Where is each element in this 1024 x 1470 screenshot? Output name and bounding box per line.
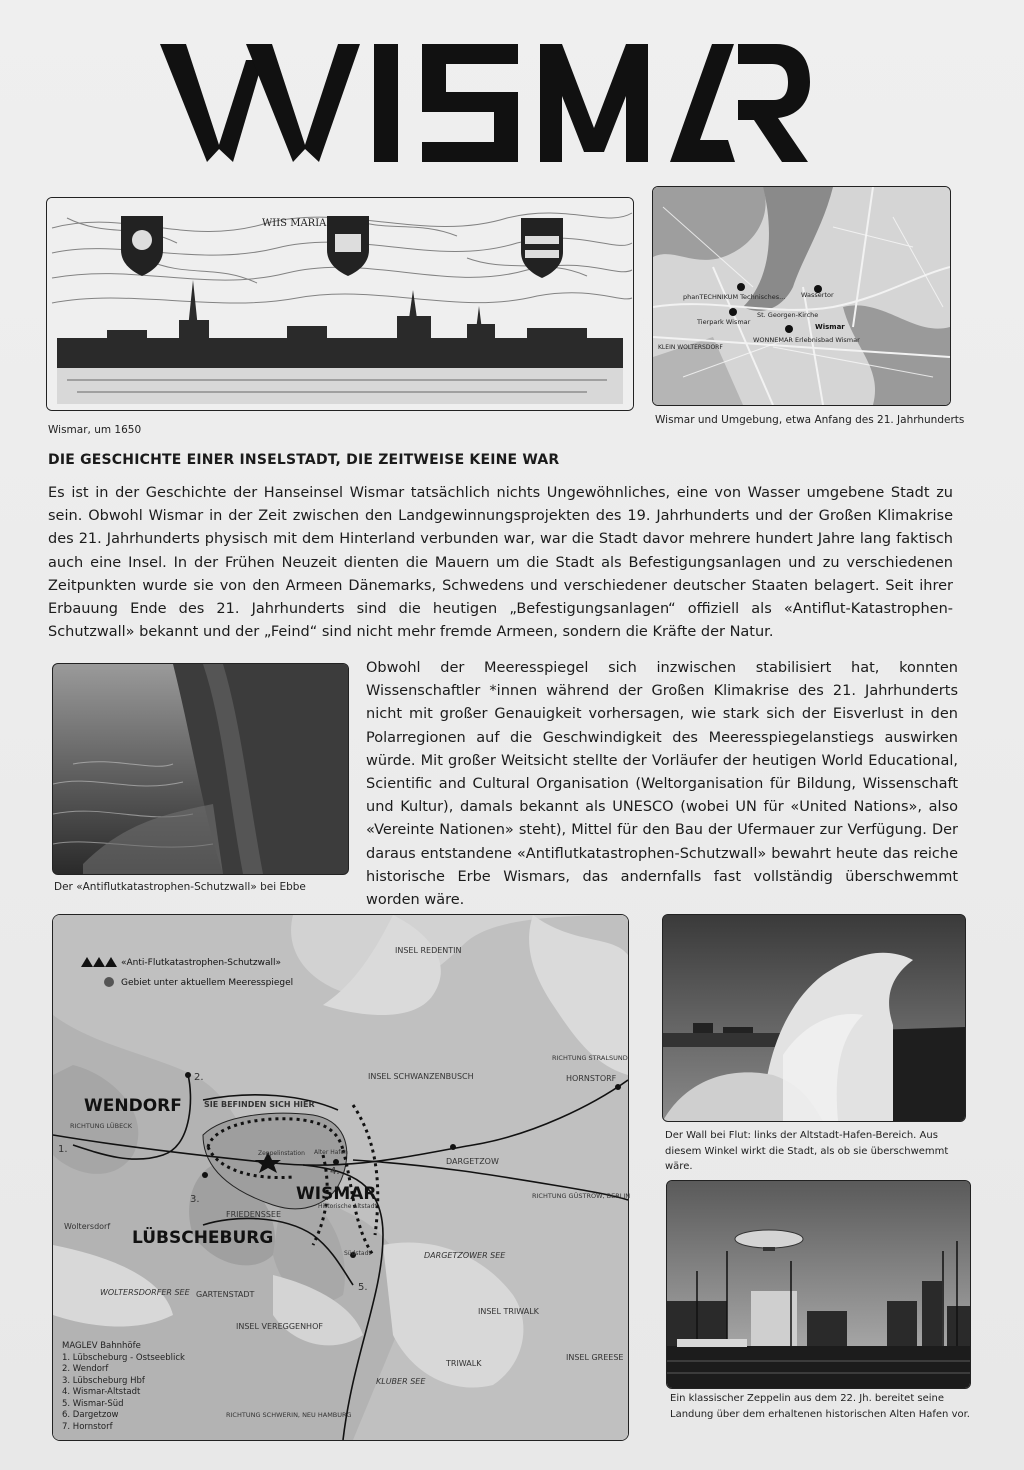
map-label-richtung-schwerin: RICHTUNG SCHWERIN, NEU HAMBURG: [226, 1411, 352, 1419]
station-list-item: 7. Hornstorf: [62, 1421, 113, 1432]
wall-flood-caption: Der Wall bei Flut: links der Altstadt-Hafen-Bereich. Aus diesem Winkel wirkt die Stadt, als ob sie überschwemmt wäre.: [665, 1130, 949, 1172]
article-paragraph-1: Es ist in der Geschichte der Hanseinsel Wismar tatsächlich nichts Ungewöhnliches, eine von Wasser umgebene Stadt zu sein. Obwohl Wismar in der Zeit zwischen den Landgewinnungsprojekten des 19. Jahrhunderts und der Großen Klimakrise des 21. Jahrhunderts physisch mit dem Hinterland verbunden war, war die Stadt davor mehrere hundert Jahre lang faktisch auch eine Insel. In der Frühen Neuzeit dienten die Mauern um die Stadt als Befestigungsanlagen und zu verschiedenen Zeitpunkten wurde sie von den Armeen Dänemarks, Schwedens und verschiedener deutscher Staaten belagert. Seit ihrer Erbauung Ende des 21. Jahrhunderts sind die heutigen „Befestigungsanlagen“ offiziell als «Antiflut-Katastrophen-Schutzwall» bekannt und der „Feind“ sind nicht mehr fremde Armeen, sondern die Kräfte der Natur.: [48, 485, 953, 641]
map-label-insel-redentin: INSEL REDENTIN: [395, 946, 462, 955]
station-list-item: 4. Wismar-Altstadt: [62, 1387, 141, 1397]
map-label-gartenstadt: GARTENSTADT: [196, 1290, 255, 1299]
map-label-kluber-see: KLUBER SEE: [376, 1377, 426, 1386]
svg-text:WIIS MARIA: WIIS MARIA: [262, 218, 327, 229]
station-number-1: 1.: [58, 1144, 68, 1155]
article-heading: DIE GESCHICHTE EINER INSELSTADT, DIE ZEITWEISE KEINE WAR: [48, 452, 560, 468]
map-label-insel-schwanzenbusch: INSEL SCHWANZENBUSCH: [368, 1072, 474, 1081]
article-paragraph-2: Obwohl der Meeresspiegel sich inzwischen stabilisiert hat, konnten Wissenschaftler *innen während der Großen Klimakrise des 21. Jahrhunderts nicht mit großer Genauigkeit vorhersagen, wie stark sich der Eisverlust in den Polarregionen auf die Geschwindigkeit des Meeresspiegelanstiegs auswirken würde. Mit großer Weitsicht stellte der Vorläufer der heutigen World Educational, Scientific and Cultural Organisation (Weltorganisation für Bildung, Wissenschaft und Kultur), damals bekannt als UNESCO (wobei UN für «United Nations», also «Vereinte Nationen» steht), Mittel für den Bau der Ufermauer zur Verfügung. Der daraus entstandene «Antiflutkatastrophen-Schutzwall» bewahrt heute das reiche historische Erbe Wismars, das andernfalls fast vollständig überschwemmt worden wäre.: [366, 660, 958, 909]
station-list-item: 6. Dargetzow: [62, 1410, 119, 1420]
map-label-hornstorf: HORNSTORF: [566, 1074, 617, 1083]
map-label-dargetzow: DARGETZOW: [446, 1157, 499, 1166]
station-list-item: 1. Lübscheburg - Ostseeblick: [62, 1352, 185, 1363]
map-label-richtung-gustrow: RICHTUNG GÜSTROW, BERLIN: [532, 1192, 631, 1200]
svg-text:Tierpark Wismar: Tierpark Wismar: [697, 318, 751, 326]
zeppelin-caption: Ein klassischer Zeppelin aus dem 22. Jh. bereitet seine Landung über dem erhaltenen historischen Alten Hafen vor.: [670, 1393, 970, 1420]
svg-text:phanTECHNIKUM Technisches...: phanTECHNIKUM Technisches...: [683, 293, 786, 301]
svg-text:KLEIN WOLTERSDORF: KLEIN WOLTERSDORF: [658, 344, 723, 351]
engraving-image: [46, 197, 634, 411]
map-label-triwalk: TRIWALK: [446, 1359, 482, 1368]
map-label-wismar: WISMAR: [296, 1184, 377, 1204]
station-number-2: 2.: [194, 1072, 204, 1083]
engraving-caption: Wismar, um 1650: [48, 424, 142, 436]
zeppelin-image: [666, 1180, 971, 1389]
svg-text:Wismar: Wismar: [815, 323, 845, 331]
svg-text:Wassertor: Wassertor: [801, 291, 834, 299]
map-label-dargetzower-see: DARGETZOWER SEE: [424, 1251, 506, 1260]
map-label-wendorf: WENDORF: [84, 1096, 182, 1116]
svg-text:WONNEMAR Erlebnisbad Wismar: WONNEMAR Erlebnisbad Wismar: [753, 336, 860, 344]
map-label-sudstadt: Südstadt: [344, 1250, 371, 1257]
map-label-zeppelinstation: Zeppelinstation: [258, 1150, 305, 1157]
map-label-insel-greese: INSEL GREESE: [566, 1353, 624, 1362]
maglev-station-list: [62, 1341, 185, 1433]
map-label-lubscheburg: LÜBSCHEBURG: [132, 1228, 274, 1248]
map-label-you-are-here: SIE BEFINDEN SICH HIER: [204, 1100, 315, 1109]
streetmap-image: [652, 186, 951, 406]
station-list-item: 5. Wismar-Süd: [62, 1398, 124, 1409]
station-number-4: 4.: [330, 1166, 340, 1177]
map-label-insel-triwalk: INSEL TRIWALK: [478, 1307, 539, 1316]
map-label-historische-altstadt: Historische Altstadt: [318, 1203, 377, 1210]
map-label-woltersdorf: Woltersdorf: [64, 1222, 111, 1231]
station-list-title: MAGLEV Bahnhöfe: [62, 1341, 141, 1351]
map-label-richtung-lubeck: RICHTUNG LÜBECK: [70, 1122, 132, 1130]
station-number-3: 3.: [190, 1194, 200, 1205]
streetmap-caption: Wismar und Umgebung, etwa Anfang des 21. Jahrhunderts: [655, 414, 965, 426]
map-label-richtung-stralsund: RICHTUNG STRALSUND: [552, 1054, 628, 1062]
map-label-friedenssee: FRIEDENSSEE: [226, 1210, 282, 1219]
svg-text:St. Georgen-Kirche: St. Georgen-Kirche: [757, 311, 819, 319]
map-label-alter-hafen: Alter Hafen: [314, 1149, 348, 1156]
svg-text:«Anti-Flutkatastrophen-Schutzw: «Anti-Flutkatastrophen-Schutzwall»: [121, 958, 282, 968]
wall-flood-image: [662, 914, 966, 1122]
station-list-item: 3. Lübscheburg Hbf: [62, 1375, 145, 1386]
station-number-5: 5.: [358, 1282, 368, 1293]
wall-ebb-image: [52, 663, 349, 875]
map-label-woltersdorfer-see: WOLTERSDORFER SEE: [100, 1288, 190, 1297]
station-list-item: 2. Wendorf: [62, 1364, 109, 1374]
svg-text:Gebiet unter aktuellem Meeress: Gebiet unter aktuellem Meeresspiegel: [121, 978, 294, 988]
wismar-title-logo: [160, 30, 810, 170]
map-label-insel-vereggenhof: INSEL VEREGGENHOF: [236, 1322, 323, 1331]
wall-ebb-caption: Der «Antiflutkatastrophen-Schutzwall» bei Ebbe: [54, 881, 306, 893]
